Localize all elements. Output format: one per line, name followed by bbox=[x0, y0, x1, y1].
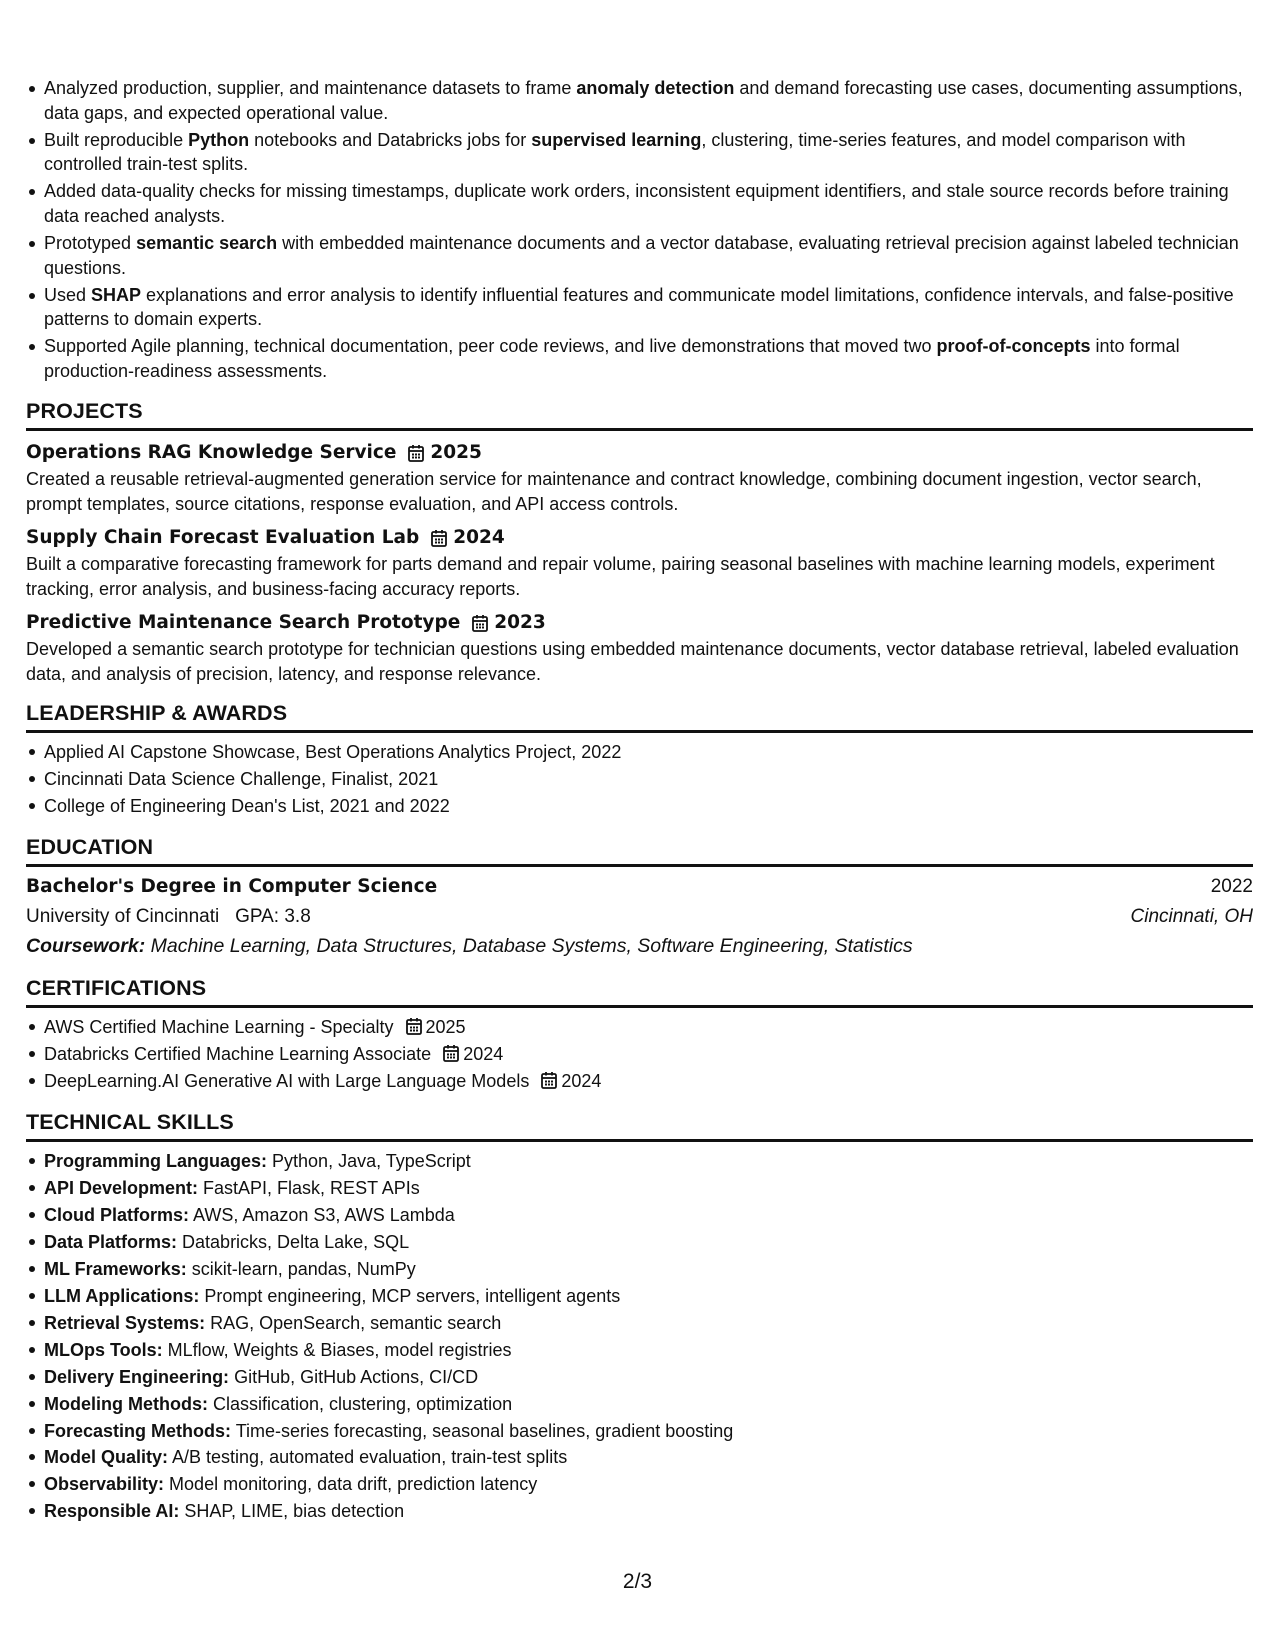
calendar-icon bbox=[431, 529, 447, 547]
skill-item: Delivery Engineering: GitHub, GitHub Actions, CI/CD bbox=[44, 1364, 1253, 1391]
project-description: Created a reusable retrieval-augmented generation service for maintenance and contract knowledge, combining document ingestion, vector search, prompt templates, source citations, response evaluation, and API access controls. bbox=[26, 469, 1202, 514]
calendar-icon bbox=[443, 1044, 459, 1062]
section-heading: PROJECTS bbox=[26, 398, 1253, 431]
resume-page bbox=[26, 76, 1253, 1525]
project-year: 2025 bbox=[430, 442, 482, 464]
calendar-icon bbox=[408, 444, 424, 462]
certifications-section bbox=[26, 975, 1253, 1095]
gpa: GPA: 3.8 bbox=[235, 905, 311, 927]
skill-item: API Development: FastAPI, Flask, REST APIs bbox=[44, 1175, 1253, 1202]
skill-item: Programming Languages: Python, Java, TypeScript bbox=[44, 1148, 1253, 1175]
skill-item: Forecasting Methods: Time-series forecasting, seasonal baselines, gradient boosting bbox=[44, 1418, 1253, 1445]
skill-item: Responsible AI: SHAP, LIME, bias detection bbox=[44, 1498, 1253, 1525]
graduation-year: 2022 bbox=[1210, 876, 1253, 898]
project-year: 2024 bbox=[453, 527, 505, 549]
project-title: Predictive Maintenance Search Prototype 2023 bbox=[26, 609, 1253, 637]
school-location: Cincinnati, OH bbox=[1130, 905, 1253, 927]
award-item: College of Engineering Dean's List, 2021 and 2022 bbox=[44, 793, 1253, 820]
skill-item: Cloud Platforms: AWS, Amazon S3, AWS Lambda bbox=[44, 1202, 1253, 1229]
award-item: Applied AI Capstone Showcase, Best Operations Analytics Project, 2022 bbox=[44, 739, 1253, 766]
project-description: Developed a semantic search prototype for technician questions using embedded maintenance documents, vector database retrieval, labeled evaluation data, and analysis of precision, latency, and response relevance. bbox=[26, 639, 1239, 684]
experience-bullet: Prototyped semantic search with embedded maintenance documents and a vector database, evaluating retrieval precision against labeled technician questions. bbox=[44, 231, 1253, 280]
calendar-icon bbox=[541, 1071, 557, 1089]
skill-item: Observability: Model monitoring, data drift, prediction latency bbox=[44, 1471, 1253, 1498]
experience-bullet: Added data-quality checks for missing timestamps, duplicate work orders, inconsistent equipment identifiers, and stale source records before training data reached analysts. bbox=[44, 179, 1253, 228]
degree: Bachelor's Degree in Computer Science bbox=[26, 876, 438, 898]
coursework: Machine Learning, Data Structures, Database Systems, Software Engineering, Statistics bbox=[150, 935, 913, 958]
section-heading: TECHNICAL SKILLS bbox=[26, 1109, 1253, 1142]
skill-item: Retrieval Systems: RAG, OpenSearch, semantic search bbox=[44, 1310, 1253, 1337]
section-heading: LEADERSHIP & AWARDS bbox=[26, 700, 1253, 733]
education-section bbox=[26, 834, 1253, 961]
experience-bullet: Supported Agile planning, technical documentation, peer code reviews, and live demonstrations that moved two proof-of-concepts into formal production-readiness assessments. bbox=[44, 334, 1253, 383]
calendar-icon bbox=[472, 614, 488, 632]
project-year: 2023 bbox=[494, 612, 546, 634]
skills-section bbox=[26, 1109, 1253, 1525]
certification-item: Databricks Certified Machine Learning Associate 2024 bbox=[44, 1041, 1253, 1068]
skill-item: Model Quality: A/B testing, automated evaluation, train-test splits bbox=[44, 1444, 1253, 1471]
certification-item: AWS Certified Machine Learning - Specialty 2025 bbox=[44, 1014, 1253, 1041]
certification-item: DeepLearning.AI Generative AI with Large Language Models 2024 bbox=[44, 1068, 1253, 1095]
calendar-icon bbox=[406, 1017, 422, 1035]
skill-item: LLM Applications: Prompt engineering, MCP servers, intelligent agents bbox=[44, 1283, 1253, 1310]
experience-bullets bbox=[26, 76, 1253, 383]
skill-item: MLOps Tools: MLflow, Weights & Biases, model registries bbox=[44, 1337, 1253, 1364]
skill-item: Modeling Methods: Classification, clustering, optimization bbox=[44, 1391, 1253, 1418]
section-heading: CERTIFICATIONS bbox=[26, 975, 1253, 1008]
experience-bullet: Used SHAP explanations and error analysis to identify influential features and communicate model limitations, confidence intervals, and false-positive patterns to domain experts. bbox=[44, 283, 1253, 332]
leadership-section bbox=[26, 700, 1253, 820]
experience-bullet: Analyzed production, supplier, and maintenance datasets to frame anomaly detection and demand forecasting use cases, documenting assumptions, data gaps, and expected operational value. bbox=[44, 76, 1253, 125]
projects-section bbox=[26, 398, 1253, 686]
skill-item: Data Platforms: Databricks, Delta Lake, SQL bbox=[44, 1229, 1253, 1256]
school: University of Cincinnati bbox=[26, 905, 220, 927]
project-title: Supply Chain Forecast Evaluation Lab 2024 bbox=[26, 524, 1253, 552]
coursework-label: Coursework: bbox=[26, 935, 146, 958]
award-item: Cincinnati Data Science Challenge, Finalist, 2021 bbox=[44, 766, 1253, 793]
project-description: Built a comparative forecasting framework for parts demand and repair volume, pairing seasonal baselines with machine learning models, experiment tracking, error analysis, and business-facing accuracy reports. bbox=[26, 554, 1215, 599]
skill-item: ML Frameworks: scikit-learn, pandas, NumPy bbox=[44, 1256, 1253, 1283]
page-number: 2/3 bbox=[622, 1570, 653, 1593]
experience-bullet: Built reproducible Python notebooks and Databricks jobs for supervised learning, clustering, time-series features, and model comparison with controlled train-test splits. bbox=[44, 128, 1253, 177]
section-heading: EDUCATION bbox=[26, 834, 1253, 867]
project-title: Operations RAG Knowledge Service 2025 bbox=[26, 439, 1253, 467]
